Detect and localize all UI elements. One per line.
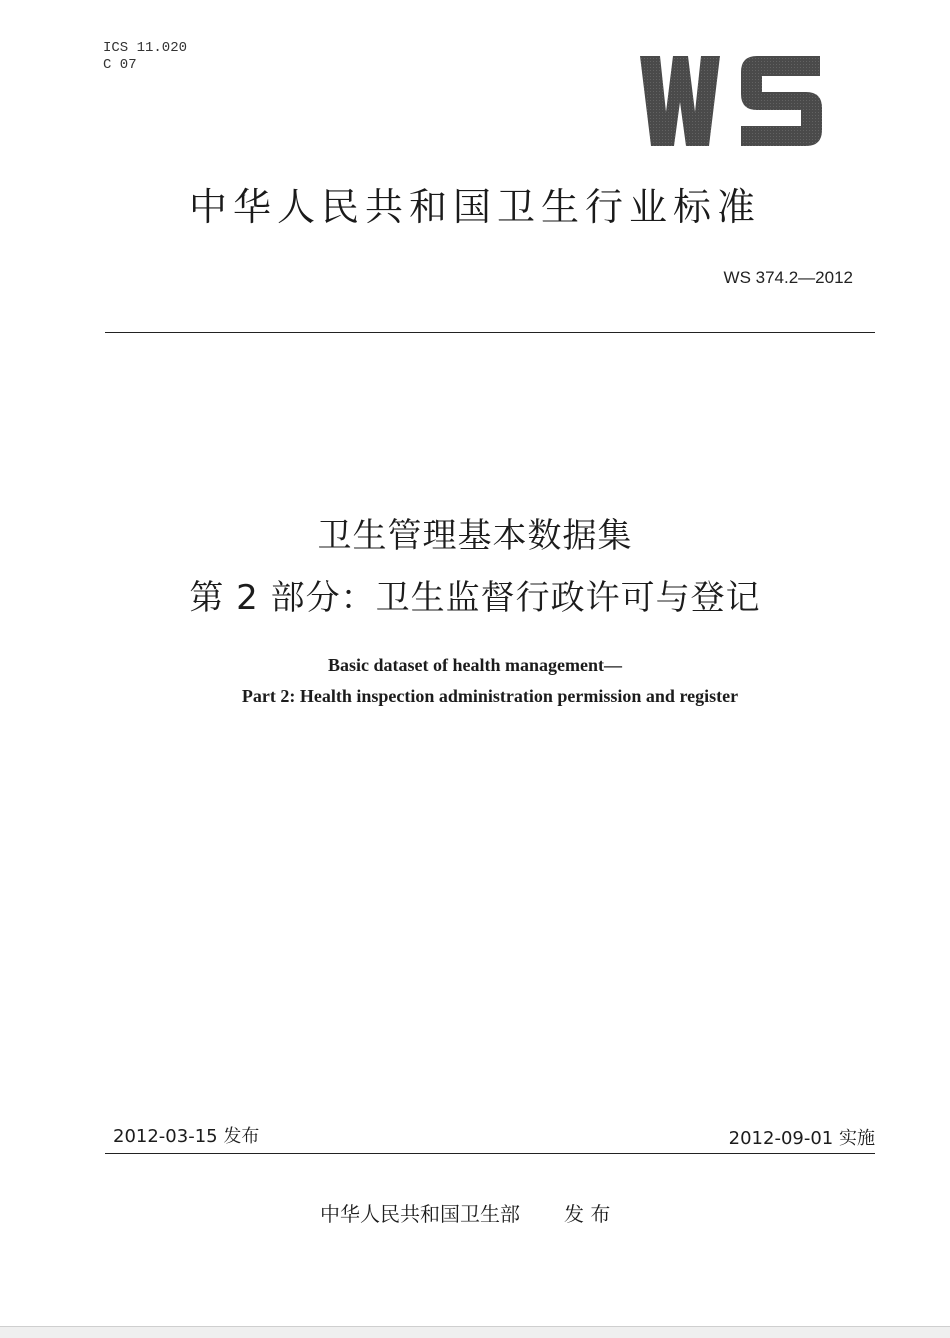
standard-number: WS 374.2—2012 <box>723 268 853 287</box>
title-en-line1: Basic dataset of health management— <box>328 655 622 675</box>
header-divider <box>105 332 875 333</box>
classification-codes <box>103 40 187 74</box>
footer-divider <box>105 1153 875 1154</box>
issuer-name: 中华人民共和国卫生部 <box>320 1202 520 1226</box>
issuer-line <box>320 1198 610 1227</box>
ccs-code: C 07 <box>103 57 137 73</box>
title-zh-line1: 卫生管理基本数据集 <box>317 516 633 556</box>
issue-label: 发 布 <box>564 1202 611 1226</box>
title-zh-line2: 第 2 部分：卫生监督行政许可与登记 <box>189 578 761 618</box>
implementation-date: 2012-09-01 实施 <box>728 1128 875 1149</box>
title-en-line2: Part 2: Health inspection administration permission and register <box>241 686 739 706</box>
scan-edge <box>0 1326 950 1338</box>
ics-code: ICS 11.020 <box>103 40 188 56</box>
standard-category: 中华人民共和国卫生行业标准 <box>188 185 761 229</box>
ws-logo <box>640 54 824 148</box>
release-date: 2012-03-15 发布 <box>113 1126 260 1147</box>
